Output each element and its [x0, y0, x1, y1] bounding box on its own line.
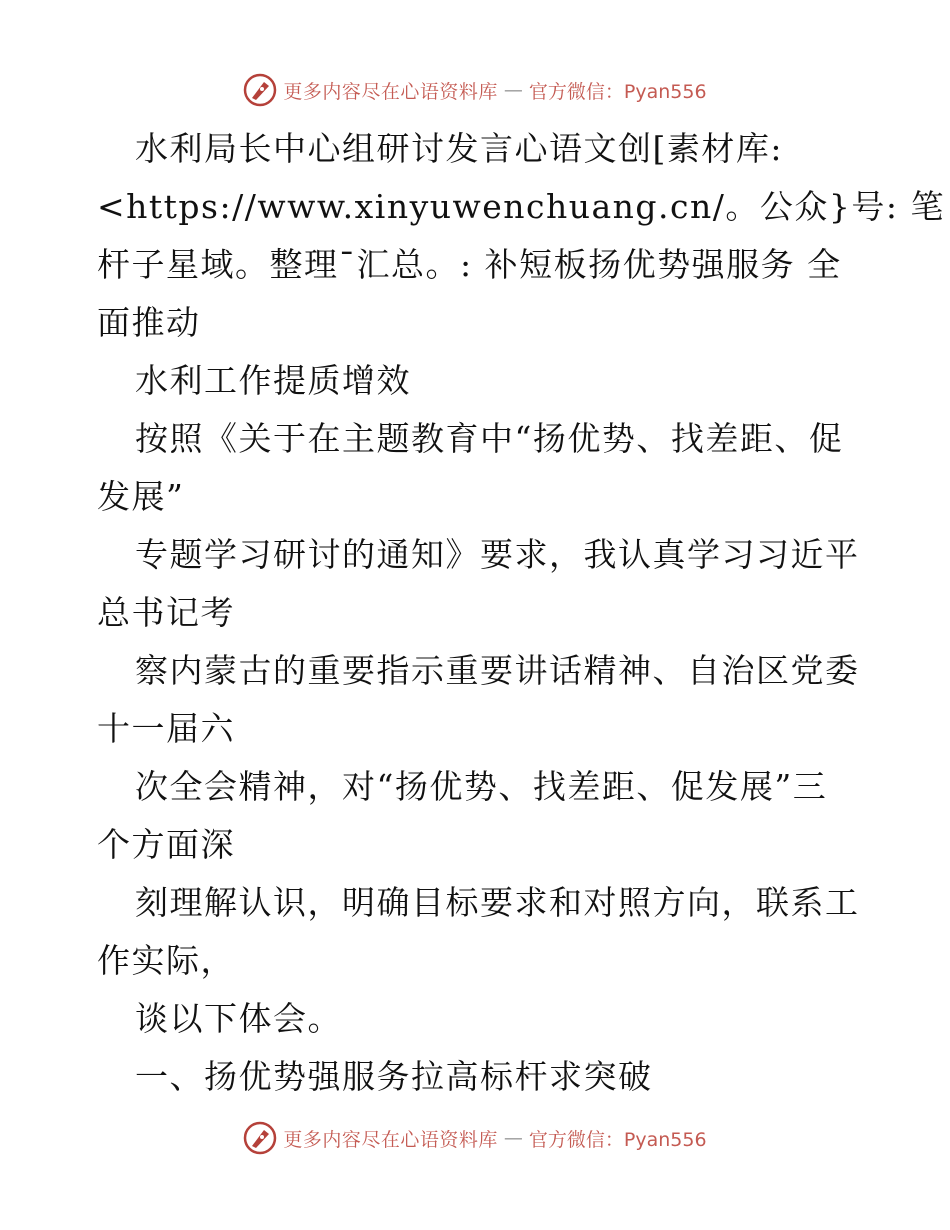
document-body	[97, 120, 945, 1106]
banner-separator: —	[503, 1127, 523, 1149]
banner-wechat: 官方微信：Pyan556	[528, 80, 707, 103]
banner-text: 更多内容尽在心语资料库	[283, 80, 498, 103]
text-line: 总书记考	[97, 593, 235, 632]
text-line: 专题学习研讨的通知》要求，我认真学习习近平	[135, 535, 860, 574]
pen-nib-logo-icon	[243, 1121, 277, 1155]
text-line: 水利局长中心组研讨发言心语文创[素材库:	[135, 129, 783, 168]
text-line: 个方面深	[97, 825, 235, 864]
pen-nib-logo-icon	[243, 73, 277, 107]
banner-wechat: 官方微信：Pyan556	[528, 1128, 707, 1151]
text-line: 面推动	[97, 303, 201, 342]
text-line: 刻理解认识，明确目标要求和对照方向，联系工	[135, 883, 860, 922]
text-line: 察内蒙古的重要指示重要讲话精神、自治区党委	[135, 651, 860, 690]
text-line: 作实际，	[97, 941, 235, 980]
text-line: 十一届六	[97, 709, 235, 748]
text-line: 水利工作提质增效	[135, 361, 411, 400]
text-line: 谈以下体会。	[135, 999, 342, 1038]
text-line: 按照《关于在主题教育中“扬优势、找差距、促	[135, 419, 844, 458]
text-line: 发展”	[97, 477, 185, 516]
text-line: <https://www.xinyuwenchuang.cn/。公众}号: 笔	[97, 187, 945, 226]
text-line: 一、扬优势强服务拉高标杆求突破	[135, 1057, 653, 1096]
footer-banner	[0, 1118, 950, 1158]
header-banner	[0, 70, 950, 110]
banner-text: 更多内容尽在心语资料库	[283, 1128, 498, 1151]
banner-separator: —	[503, 79, 523, 101]
text-line: 次全会精神，对“扬优势、找差距、促发展”三	[135, 767, 828, 806]
text-line: 杆子星域。整理¯汇总。: 补短板扬优势强服务 全	[97, 245, 842, 284]
